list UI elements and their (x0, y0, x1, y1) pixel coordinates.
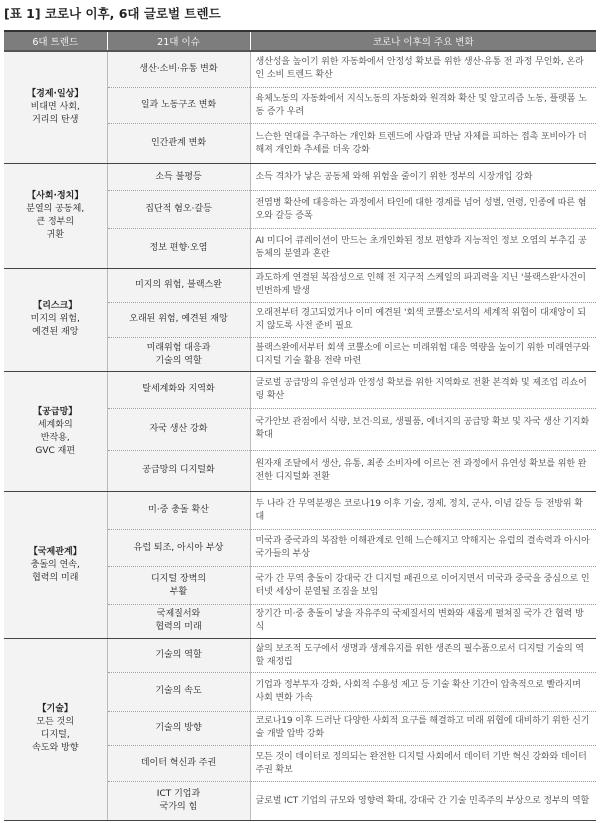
issue-cell: 미·중 충돌 확산 (107, 492, 250, 529)
change-cell: 국가안보 관점에서 식량, 보건·의료, 생필품, 에너지의 공급망 확보 및 자국 생산 기지화 확대 (250, 408, 596, 450)
trend-name: 【경제·일상】 (27, 88, 84, 99)
header-issue: 21대 이슈 (107, 31, 250, 51)
issue-cell: 기술의 방향 (107, 711, 250, 745)
issue-cell: 데이터 혁신과 주권 (107, 745, 250, 781)
table-row (4, 268, 596, 302)
issue-cell: 기술의 속도 (107, 673, 250, 712)
change-cell: 느슨한 연대를 추구하는 개인화 트렌드에 사람과 만남 자체를 피하는 접촉 포비아가 더해져 개인화 추세를 더욱 강화 (250, 124, 596, 164)
trend-name: 【공급망】 (33, 406, 78, 417)
change-cell: 블랙스완에서부터 회색 코뿔소에 이르는 미래위험 대응 역량을 높이기 위한 미래연구와 디지털 기술 활용 전략 마련 (250, 338, 596, 372)
trend-description: 비대면 사회, 거리의 탄생 (30, 101, 80, 125)
change-cell: 국가 간 무역 충돌이 강대국 간 디지털 패권으로 이어지면서 미국과 중국을 중심으로 인터넷 세상이 분열될 조짐을 보임 (250, 567, 596, 604)
header-change: 코로나 이후의 주요 변화 (250, 31, 596, 51)
issue-cell: ICT 기업과 국가의 힘 (107, 782, 250, 821)
trend-description: 모든 것의 디지털, 속도와 방향 (32, 717, 79, 754)
change-cell: 기업과 정부투자 강화, 사회적 수용성 제고 등 기술 확산 기간이 압축적으로 빨라지며 사회 변화 가속 (250, 673, 596, 712)
table-row (4, 51, 596, 87)
change-cell: 오래전부터 경고되었거나 이미 예견된 '회색 코뿔소'로서의 세계적 위협이 대재앙이 되지 않도록 사전 준비 필요 (250, 302, 596, 337)
trend-category-cell (4, 163, 107, 268)
issue-cell: 일과 노동구조 변화 (107, 87, 250, 123)
change-cell: 육체노동의 자동화에서 지식노동의 자동화와 원격화 확산 및 알고리즘 노동, 플랫폼 노동 증가 우려 (250, 87, 596, 123)
table-row (4, 163, 596, 191)
issue-cell: 미래위험 대응과 기술의 역할 (107, 338, 250, 372)
trend-description: 미지의 위험, 예견된 재앙 (30, 314, 80, 338)
change-cell: 생산성을 높이기 위한 자동화에서 안정성 확보를 위한 생산·유통 전 과정 무인화, 온라인 소비 트렌드 확산 (250, 51, 596, 87)
issue-cell: 자국 생산 강화 (107, 408, 250, 450)
issue-cell: 정보 편향·오염 (107, 228, 250, 268)
trend-category-cell (4, 492, 107, 639)
issue-cell: 미지의 위험, 블랙스완 (107, 268, 250, 302)
change-cell: 글로벌 공급망의 유연성과 안정성 확보를 위한 지역화로 전환 본격화 및 제조업 리쇼어링 확산 (250, 372, 596, 408)
change-cell: 원자재 조달에서 생산, 유통, 최종 소비자에 이르는 전 과정에서 유연성 확보를 위한 완전한 디지털화 전환 (250, 450, 596, 492)
issue-cell: 탈세계화와 지역화 (107, 372, 250, 408)
table-row (4, 638, 596, 672)
trend-name: 【국제관계】 (28, 546, 82, 557)
change-cell: 삶의 보조적 도구에서 생명과 생계유지를 위한 생존의 필수품으로서 디지털 기술의 역할 재정립 (250, 638, 596, 672)
trend-category-cell (4, 638, 107, 820)
trend-description: 분열의 공동체, 큰 정부의 귀환 (26, 203, 85, 240)
trend-category-cell (4, 268, 107, 372)
table-row (4, 372, 596, 408)
trend-description: 세계화의 반작용, GVC 재편 (35, 419, 76, 456)
change-cell: 모든 것이 데이터로 정의되는 완전한 디지털 사회에서 데이터 기반 혁신 강화와 데이터 주권 확보 (250, 745, 596, 781)
trend-description: 충돌의 연속, 협력의 미래 (30, 559, 80, 583)
trend-name: 【기술】 (37, 704, 73, 715)
issue-cell: 국제질서와 협력의 미래 (107, 604, 250, 638)
issue-cell: 소득 불평등 (107, 163, 250, 191)
issue-cell: 공급망의 디지털화 (107, 450, 250, 492)
change-cell: 미국과 중국과의 복잡한 이해관계로 인해 느슨해지고 약해지는 유럽의 결속력과 아시아 국가들의 부상 (250, 529, 596, 566)
issue-cell: 인간관계 변화 (107, 124, 250, 164)
change-cell: 과도하게 연결된 복잡성으로 인해 전 지구적 스케일의 파괴력을 지닌 '블랙스완'사건이 빈번하게 발생 (250, 268, 596, 302)
issue-cell: 기술의 역할 (107, 638, 250, 672)
table-body (4, 51, 596, 821)
trend-table (4, 30, 596, 821)
change-cell: 전염병 확산에 대응하는 과정에서 타인에 대한 경계를 넘어 성별, 연령, 인종에 따른 혐오와 갈등 증폭 (250, 191, 596, 228)
issue-cell: 오래된 위험, 예견된 재앙 (107, 302, 250, 337)
trend-category-cell (4, 51, 107, 163)
change-cell: 장기간 미·중 충돌이 낳을 자유주의 국제질서의 변화와 새롭게 펼쳐질 국가 간 협력 방식 (250, 604, 596, 638)
change-cell: 글로벌 ICT 기업의 규모와 영향력 확대, 강대국 간 기술 민족주의 부상으로 정부의 역할 (250, 782, 596, 821)
table-header-row (4, 31, 596, 51)
table-row (4, 492, 596, 529)
change-cell: AI 미디어 큐레이션이 만드는 초개인화된 정보 편향과 지능적인 정보 오염의 부추김 공동체의 분열과 혼란 (250, 228, 596, 268)
change-cell: 소득 격차가 낳은 공동체 와해 위험을 줄이기 위한 정부의 시장개입 강화 (250, 163, 596, 191)
trend-name: 【리스크】 (33, 301, 78, 312)
trend-name: 【사회·정치】 (27, 190, 84, 201)
table-caption: [표 1] 코로나 이후, 6대 글로벌 트렌드 (4, 6, 221, 21)
header-trend: 6대 트렌드 (4, 31, 107, 51)
issue-cell: 디지털 장벽의 부활 (107, 567, 250, 604)
issue-cell: 생산·소비·유통 변화 (107, 51, 250, 87)
issue-cell: 집단적 혐오·갈등 (107, 191, 250, 228)
change-cell: 두 나라 간 무역분쟁은 코로나19 이후 기술, 경제, 정치, 군사, 이념 갈등 등 전방위 확대 (250, 492, 596, 529)
trend-category-cell (4, 372, 107, 492)
change-cell: 코로나19 이후 드러난 다양한 사회적 요구를 해결하고 미래 위협에 대비하기 위한 신기술 개발 압박 강화 (250, 711, 596, 745)
issue-cell: 유럽 퇴조, 아시아 부상 (107, 529, 250, 566)
